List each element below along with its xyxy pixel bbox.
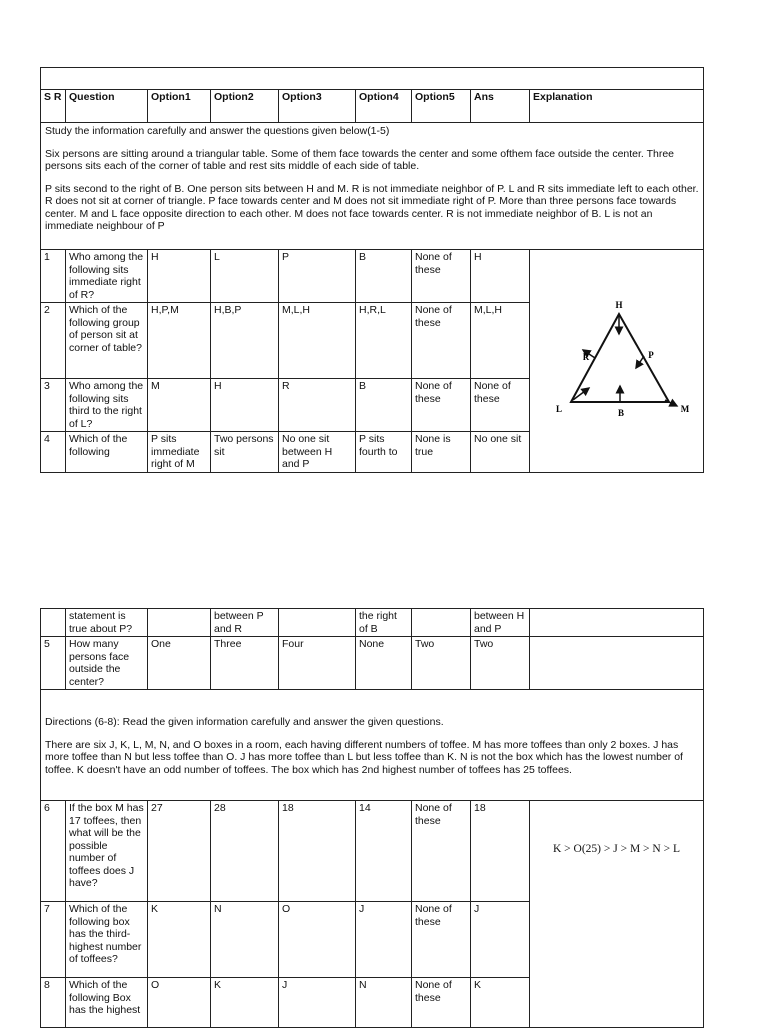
option2-cell: Three	[211, 637, 279, 690]
set1-para1: Six persons are sitting around a triangular table. Some of them face towards the center and some ofthem face outside the center. Three persons sits each of the corner of table and rest sits middle of each side of table.	[45, 147, 674, 172]
option3-cell: 18	[279, 801, 356, 902]
option2-cell: N	[211, 902, 279, 978]
header-option4: Option4	[356, 90, 412, 123]
option4-cell: H,R,L	[356, 303, 412, 379]
answer-cell: Two	[471, 637, 530, 690]
option1-cell: O	[148, 978, 211, 1028]
answer-cell: H	[471, 250, 530, 303]
option2-cell: Two persons sit	[211, 432, 279, 473]
sr-cell: 3	[41, 379, 66, 432]
option2-cell: K	[211, 978, 279, 1028]
answer-cell: None of these	[471, 379, 530, 432]
question-table-page-2	[40, 608, 703, 1028]
diagram-label-r: R	[582, 352, 589, 362]
option1-cell: P sits immediate right of M	[148, 432, 211, 473]
option5-cell: None of these	[412, 250, 471, 303]
blank-row	[41, 68, 704, 90]
option3-cell	[279, 609, 356, 637]
option2-cell: L	[211, 250, 279, 303]
table-row	[41, 637, 704, 690]
option4-cell: N	[356, 978, 412, 1028]
set1-intro: Study the information carefully and answer the questions given below(1-5)	[45, 125, 390, 137]
diagram-label-l: L	[555, 404, 562, 414]
question-cell: Which of the following Box has the highest	[66, 978, 148, 1028]
sr-cell: 1	[41, 250, 66, 303]
option1-cell: 27	[148, 801, 211, 902]
option3-cell: No one sit between H and P	[279, 432, 356, 473]
diagram-label-m: M	[680, 404, 689, 414]
table-row	[41, 250, 704, 303]
toffee-order-explanation: K > O(25) > J > M > N > L	[553, 843, 680, 855]
table-row	[41, 801, 704, 902]
answer-cell: M,L,H	[471, 303, 530, 379]
option1-cell: H,P,M	[148, 303, 211, 379]
passage-row	[41, 123, 704, 250]
option5-cell	[412, 609, 471, 637]
header-row	[41, 90, 704, 123]
header-ans: Ans	[471, 90, 530, 123]
option1-cell: K	[148, 902, 211, 978]
header-option5: Option5	[412, 90, 471, 123]
option4-cell: None	[356, 637, 412, 690]
header-option3: Option3	[279, 90, 356, 123]
set2-para: There are six J, K, L, M, N, and O boxes in a room, each having different numbers of toffee. M has more toffees than only 2 boxes. J has more toffee than N but less toffee than O. J has more toffee than L but less toffee than K. N is not the box which has the lowest number of toffee. K doesn't have an odd number of toffees. The box which has 2nd highest number of toffees has 25 toffees.	[45, 738, 683, 776]
question-cell: If the box M has 17 toffees, then what will be the possible number of toffees does J have?	[66, 801, 148, 902]
question-cell: How many persons face outside the center?	[66, 637, 148, 690]
sr-cell: 4	[41, 432, 66, 473]
diagram-label-b: B	[617, 408, 624, 418]
option3-cell: R	[279, 379, 356, 432]
option5-cell: None of these	[412, 902, 471, 978]
diagram-label-h: H	[615, 300, 623, 310]
answer-cell: No one sit	[471, 432, 530, 473]
option1-cell: M	[148, 379, 211, 432]
answer-cell: K	[471, 978, 530, 1028]
sr-cell: 8	[41, 978, 66, 1028]
header-option1: Option1	[148, 90, 211, 123]
header-question: Question	[66, 90, 148, 123]
option1-cell: H	[148, 250, 211, 303]
option4-cell: the right of B	[356, 609, 412, 637]
set2-directions: Directions (6-8): Read the given information carefully and answer the given questions.	[45, 716, 444, 728]
header-option2: Option2	[211, 90, 279, 123]
arrow-p	[636, 356, 644, 368]
seating-diagram-cell	[530, 250, 704, 473]
option5-cell: None of these	[412, 303, 471, 379]
question-cell: Who among the following sits third to the right of L?	[66, 379, 148, 432]
option2-cell: 28	[211, 801, 279, 902]
option3-cell: P	[279, 250, 356, 303]
header-explanation: Explanation	[530, 90, 704, 123]
sr-cell: 2	[41, 303, 66, 379]
option4-cell: P sits fourth to	[356, 432, 412, 473]
set1-para2b: immediate neighbour of P	[45, 220, 165, 232]
answer-cell: J	[471, 902, 530, 978]
sr-cell: 7	[41, 902, 66, 978]
question-cell: Which of the following group of person sit at corner of table?	[66, 303, 148, 379]
question-cell: Which of the following	[66, 432, 148, 473]
option2-cell: H,B,P	[211, 303, 279, 379]
option2-cell: H	[211, 379, 279, 432]
question-cell: statement is true about P?	[66, 609, 148, 637]
answer-cell: 18	[471, 801, 530, 902]
table-row-continued	[41, 609, 704, 637]
option3-cell: M,L,H	[279, 303, 356, 379]
diagram-label-p: P	[647, 350, 654, 360]
question-table-page-1	[40, 67, 703, 473]
option4-cell: B	[356, 250, 412, 303]
option4-cell: B	[356, 379, 412, 432]
sr-cell: 5	[41, 637, 66, 690]
option5-cell: None is true	[412, 432, 471, 473]
option5-cell: None of these	[412, 978, 471, 1028]
option2-cell: between P and R	[211, 609, 279, 637]
option1-cell: One	[148, 637, 211, 690]
answer-cell: between H and P	[471, 609, 530, 637]
option4-cell: J	[356, 902, 412, 978]
question-cell: Who among the following sits immediate right of R?	[66, 250, 148, 303]
option5-cell: Two	[412, 637, 471, 690]
explanation-cell	[530, 801, 704, 1028]
option5-cell: None of these	[412, 379, 471, 432]
question-cell: Which of the following box has the third-highest number of toffees?	[66, 902, 148, 978]
option3-cell: O	[279, 902, 356, 978]
set1-para2: P sits second to the right of B. One person sits between H and M. R is not immediate neighbor of P. L and R sits immediate left to each other. R does not sit at corner of triangle. P face towards center and M does not sit immediate right of P. More than three persons face towards center. M and L face opposite direction to each other. M does not face towards center. R is not immediate neighbor of B. L is not an	[45, 182, 699, 220]
passage-row	[41, 690, 704, 801]
option5-cell: None of these	[412, 801, 471, 902]
sr-cell: 6	[41, 801, 66, 902]
header-sr: S R	[41, 90, 66, 123]
triangle-seating-diagram	[537, 284, 697, 434]
option1-cell	[148, 609, 211, 637]
option3-cell: Four	[279, 637, 356, 690]
option4-cell: 14	[356, 801, 412, 902]
option3-cell: J	[279, 978, 356, 1028]
